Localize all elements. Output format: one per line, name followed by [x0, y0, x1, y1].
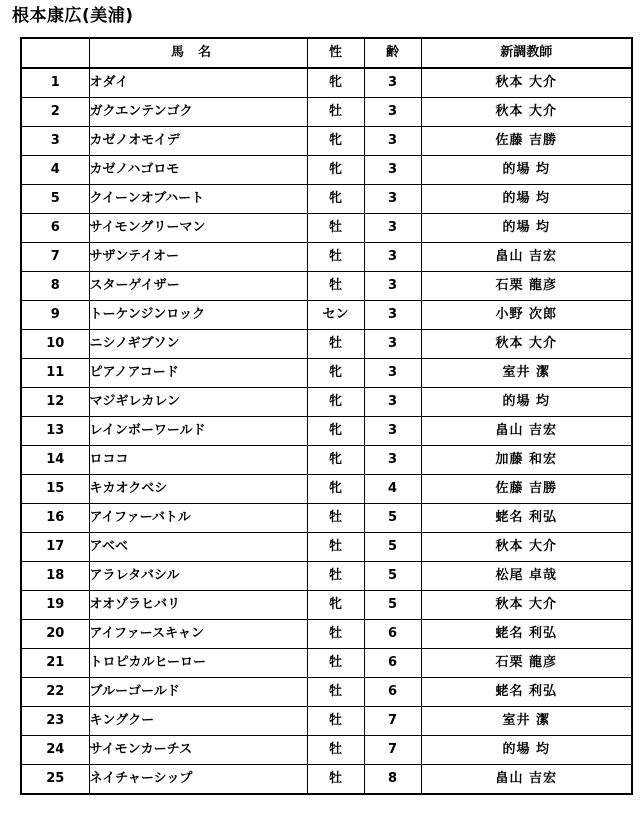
- row-number: 13: [21, 417, 89, 446]
- row-number: 14: [21, 446, 89, 475]
- header-sex: 性: [307, 38, 364, 68]
- horse-name: マジギレカレン: [89, 388, 307, 417]
- horse-sex: 牡: [307, 707, 364, 736]
- row-number: 25: [21, 765, 89, 795]
- new-trainer: 的場 均: [421, 736, 632, 765]
- header-new-trainer: 新調教師: [421, 38, 632, 68]
- row-number: 22: [21, 678, 89, 707]
- horse-sex: 牡: [307, 330, 364, 359]
- horse-name: ロココ: [89, 446, 307, 475]
- row-number: 20: [21, 620, 89, 649]
- table-row: [21, 359, 632, 388]
- horse-age: 3: [364, 446, 421, 475]
- new-trainer: 蛯名 利弘: [421, 504, 632, 533]
- table-row: [21, 272, 632, 301]
- row-number: 6: [21, 214, 89, 243]
- horse-sex: 牡: [307, 98, 364, 127]
- row-number: 8: [21, 272, 89, 301]
- new-trainer: 室井 潔: [421, 359, 632, 388]
- horse-age: 6: [364, 620, 421, 649]
- page-title: 根本康広(美浦): [12, 6, 134, 26]
- horse-age: 5: [364, 591, 421, 620]
- table-row: [21, 156, 632, 185]
- horse-name: サザンテイオー: [89, 243, 307, 272]
- row-number: 1: [21, 68, 89, 98]
- horse-name: アベベ: [89, 533, 307, 562]
- table-row: [21, 736, 632, 765]
- horse-age: 3: [364, 359, 421, 388]
- table-row: [21, 446, 632, 475]
- table-row: [21, 68, 632, 98]
- table-row: [21, 591, 632, 620]
- row-number: 19: [21, 591, 89, 620]
- horse-name: サイモンカーチス: [89, 736, 307, 765]
- horse-age: 3: [364, 330, 421, 359]
- horse-age: 3: [364, 301, 421, 330]
- row-number: 16: [21, 504, 89, 533]
- horse-name: オオゾラヒバリ: [89, 591, 307, 620]
- new-trainer: 室井 潔: [421, 707, 632, 736]
- horse-name: ピアノアコード: [89, 359, 307, 388]
- horse-transfer-table: [20, 37, 633, 795]
- horse-sex: 牡: [307, 620, 364, 649]
- horse-name: ニシノギブソン: [89, 330, 307, 359]
- horse-age: 3: [364, 388, 421, 417]
- horse-sex: 牡: [307, 504, 364, 533]
- horse-sex: 牝: [307, 446, 364, 475]
- horse-sex: 牝: [307, 359, 364, 388]
- horse-age: 5: [364, 562, 421, 591]
- horse-age: 3: [364, 214, 421, 243]
- row-number: 10: [21, 330, 89, 359]
- table-row: [21, 243, 632, 272]
- horse-name: クイーンオブハート: [89, 185, 307, 214]
- new-trainer: 小野 次郎: [421, 301, 632, 330]
- table-row: [21, 330, 632, 359]
- horse-name: トロピカルヒーロー: [89, 649, 307, 678]
- table-row: [21, 533, 632, 562]
- table-row: [21, 562, 632, 591]
- horse-age: 6: [364, 649, 421, 678]
- new-trainer: 的場 均: [421, 388, 632, 417]
- new-trainer: 石栗 龍彦: [421, 272, 632, 301]
- row-number: 3: [21, 127, 89, 156]
- horse-name: サイモングリーマン: [89, 214, 307, 243]
- horse-age: 3: [364, 127, 421, 156]
- new-trainer: 佐藤 吉勝: [421, 127, 632, 156]
- horse-sex: 牝: [307, 591, 364, 620]
- horse-age: 3: [364, 156, 421, 185]
- new-trainer: 松尾 卓哉: [421, 562, 632, 591]
- row-number: 2: [21, 98, 89, 127]
- horse-age: 3: [364, 417, 421, 446]
- header-number: [21, 38, 89, 68]
- new-trainer: 的場 均: [421, 185, 632, 214]
- horse-name: カゼノオモイデ: [89, 127, 307, 156]
- horse-sex: 牡: [307, 649, 364, 678]
- table-row: [21, 417, 632, 446]
- row-number: 15: [21, 475, 89, 504]
- horse-sex: セン: [307, 301, 364, 330]
- row-number: 12: [21, 388, 89, 417]
- horse-name: トーケンジンロック: [89, 301, 307, 330]
- horse-name: オダイ: [89, 68, 307, 98]
- horse-name: アラレタバシル: [89, 562, 307, 591]
- row-number: 7: [21, 243, 89, 272]
- table-row: [21, 620, 632, 649]
- horse-age: 3: [364, 272, 421, 301]
- horse-sex: 牝: [307, 388, 364, 417]
- horse-age: 3: [364, 68, 421, 98]
- horse-sex: 牝: [307, 185, 364, 214]
- new-trainer: 石栗 龍彦: [421, 649, 632, 678]
- horse-age: 5: [364, 533, 421, 562]
- new-trainer: 秋本 大介: [421, 591, 632, 620]
- new-trainer: 秋本 大介: [421, 98, 632, 127]
- row-number: 18: [21, 562, 89, 591]
- new-trainer: 秋本 大介: [421, 533, 632, 562]
- new-trainer: 的場 均: [421, 214, 632, 243]
- horse-sex: 牝: [307, 127, 364, 156]
- header-horse-name: 馬名: [89, 38, 307, 68]
- row-number: 9: [21, 301, 89, 330]
- horse-age: 3: [364, 243, 421, 272]
- new-trainer: 佐藤 吉勝: [421, 475, 632, 504]
- new-trainer: 秋本 大介: [421, 68, 632, 98]
- horse-name: レインボーワールド: [89, 417, 307, 446]
- table-row: [21, 301, 632, 330]
- row-number: 21: [21, 649, 89, 678]
- row-number: 11: [21, 359, 89, 388]
- horse-age: 7: [364, 707, 421, 736]
- horse-sex: 牝: [307, 68, 364, 98]
- new-trainer: 的場 均: [421, 156, 632, 185]
- table-row: [21, 214, 632, 243]
- row-number: 24: [21, 736, 89, 765]
- row-number: 4: [21, 156, 89, 185]
- horse-age: 5: [364, 504, 421, 533]
- table-row: [21, 678, 632, 707]
- horse-age: 7: [364, 736, 421, 765]
- horse-sex: 牡: [307, 533, 364, 562]
- horse-sex: 牡: [307, 272, 364, 301]
- header-age: 齢: [364, 38, 421, 68]
- horse-sex: 牡: [307, 562, 364, 591]
- row-number: 23: [21, 707, 89, 736]
- new-trainer: 蛯名 利弘: [421, 620, 632, 649]
- new-trainer: 畠山 吉宏: [421, 765, 632, 795]
- table-row: [21, 127, 632, 156]
- new-trainer: 蛯名 利弘: [421, 678, 632, 707]
- horse-sex: 牝: [307, 156, 364, 185]
- horse-sex: 牡: [307, 678, 364, 707]
- table-row: [21, 707, 632, 736]
- table-row: [21, 475, 632, 504]
- new-trainer: 秋本 大介: [421, 330, 632, 359]
- horse-sex: 牡: [307, 765, 364, 795]
- table-row: [21, 388, 632, 417]
- horse-name: アイファーバトル: [89, 504, 307, 533]
- horse-age: 4: [364, 475, 421, 504]
- new-trainer: 加藤 和宏: [421, 446, 632, 475]
- table-row: [21, 98, 632, 127]
- horse-age: 8: [364, 765, 421, 795]
- row-number: 5: [21, 185, 89, 214]
- table-header-row: [21, 38, 632, 68]
- horse-sex: 牝: [307, 417, 364, 446]
- table-row: [21, 649, 632, 678]
- horse-name: スターゲイザー: [89, 272, 307, 301]
- horse-age: 3: [364, 185, 421, 214]
- horse-name: キングクー: [89, 707, 307, 736]
- horse-sex: 牡: [307, 214, 364, 243]
- horse-name: キカオクベシ: [89, 475, 307, 504]
- row-number: 17: [21, 533, 89, 562]
- table-row: [21, 765, 632, 795]
- new-trainer: 畠山 吉宏: [421, 243, 632, 272]
- table-row: [21, 504, 632, 533]
- new-trainer: 畠山 吉宏: [421, 417, 632, 446]
- horse-sex: 牡: [307, 243, 364, 272]
- horse-sex: 牝: [307, 475, 364, 504]
- table-row: [21, 185, 632, 214]
- horse-sex: 牡: [307, 736, 364, 765]
- horse-name: ブルーゴールド: [89, 678, 307, 707]
- horse-name: ガクエンテンゴク: [89, 98, 307, 127]
- horse-name: ネイチャーシップ: [89, 765, 307, 795]
- horse-name: アイファースキャン: [89, 620, 307, 649]
- horse-age: 6: [364, 678, 421, 707]
- table-body: [21, 68, 632, 794]
- horse-name: カゼノハゴロモ: [89, 156, 307, 185]
- horse-age: 3: [364, 98, 421, 127]
